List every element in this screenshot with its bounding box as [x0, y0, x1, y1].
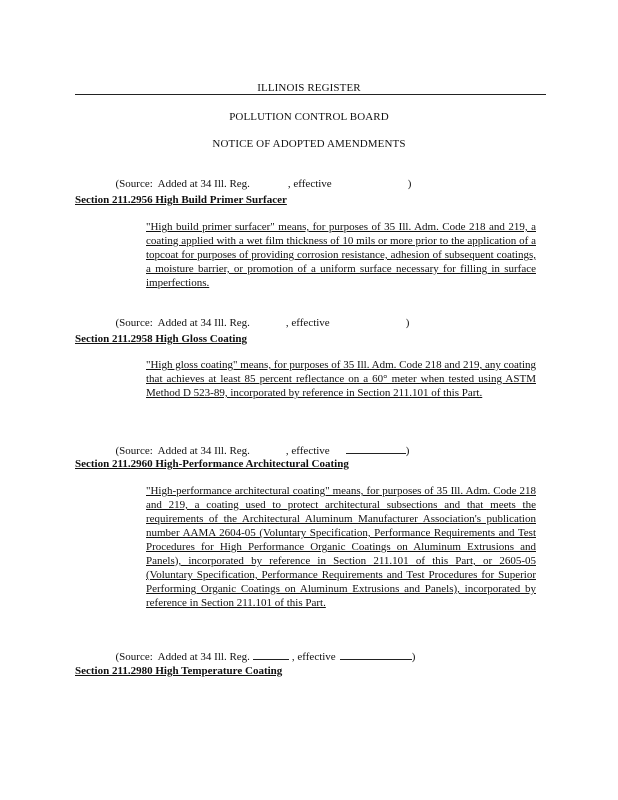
source-close: )	[405, 445, 410, 457]
board-title: POLLUTION CONTROL BOARD	[229, 111, 389, 123]
register-title: ILLINOIS REGISTER	[257, 82, 361, 94]
reg-blank	[253, 648, 289, 660]
source-note-2960	[110, 636, 415, 663]
source-close: )	[411, 651, 416, 663]
section-heading-2980: Section 211.2980 High Temperature Coating	[75, 665, 283, 677]
header-rule	[75, 94, 546, 95]
source-prefix: (Source: Added at 34 Ill. Reg.	[115, 178, 250, 190]
notice-title: NOTICE OF ADOPTED AMENDMENTS	[212, 138, 406, 150]
source-effective: , effective	[285, 317, 330, 329]
section-text-2958: "High gloss coating" means, for purposes of 35 Ill. Adm. Code 218 and 219, any coating that achieves at least 85 percent reflectance on a 60° meter when tested using ASTM Method D 523-89, incorporated by reference in Section 211.101 of this Part.	[146, 359, 536, 399]
source-note-2958	[110, 430, 409, 457]
section-text-2960: "High-performance architectural coating" means, for purposes of 35 Ill. Adm. Code 218 and 219, a coating used to protect architectural subsections and that meets the requirements of the Architectural Aluminum Manufacturer Association's publication number AAMA 2604-05 (Voluntary Specification, Performance Requirements and Test Procedures for High Performance Organic Coatings on Aluminum Extrusions and Panels), incorporated by reference in Section 211.101 of this Part, or 2605-05 (Voluntary Specification, Performance Requirements and Test Procedures for Superior Performing Organic Coatings on Aluminum Extrusions and Panels), incorporated by reference in Section 211.101 of this Part.	[146, 485, 536, 609]
source-effective: , effective	[285, 445, 330, 457]
source-effective: , effective	[287, 178, 332, 190]
source-close: )	[407, 178, 412, 190]
section-heading-2956: Section 211.2956 High Build Primer Surfacer	[75, 194, 287, 206]
source-prefix: (Source: Added at 34 Ill. Reg.	[115, 317, 250, 329]
effective-blank	[346, 442, 406, 454]
effective-blank	[340, 648, 412, 660]
source-prefix: (Source: Added at 34 Ill. Reg.	[115, 445, 250, 457]
source-effective: , effective	[291, 651, 336, 663]
source-note-2956	[110, 305, 409, 329]
source-close: )	[405, 317, 410, 329]
section-text-2956: "High build primer surfacer" means, for purposes of 35 Ill. Adm. Code 218 and 219, a coating applied with a wet film thickness of 10 mils or more prior to the application of a topcoat for purposes of providing corrosion resistance, adhesion of subsequent coatings, a moisture barrier, or promotion of a uniform surface necessary for filling in surface imperfections.	[146, 221, 536, 289]
section-heading-2958: Section 211.2958 High Gloss Coating	[75, 333, 248, 345]
source-prefix: (Source: Added at 34 Ill. Reg.	[115, 651, 250, 663]
source-note-top	[110, 166, 411, 190]
section-heading-2960: Section 211.2960 High-Performance Architectural Coating	[75, 458, 349, 470]
